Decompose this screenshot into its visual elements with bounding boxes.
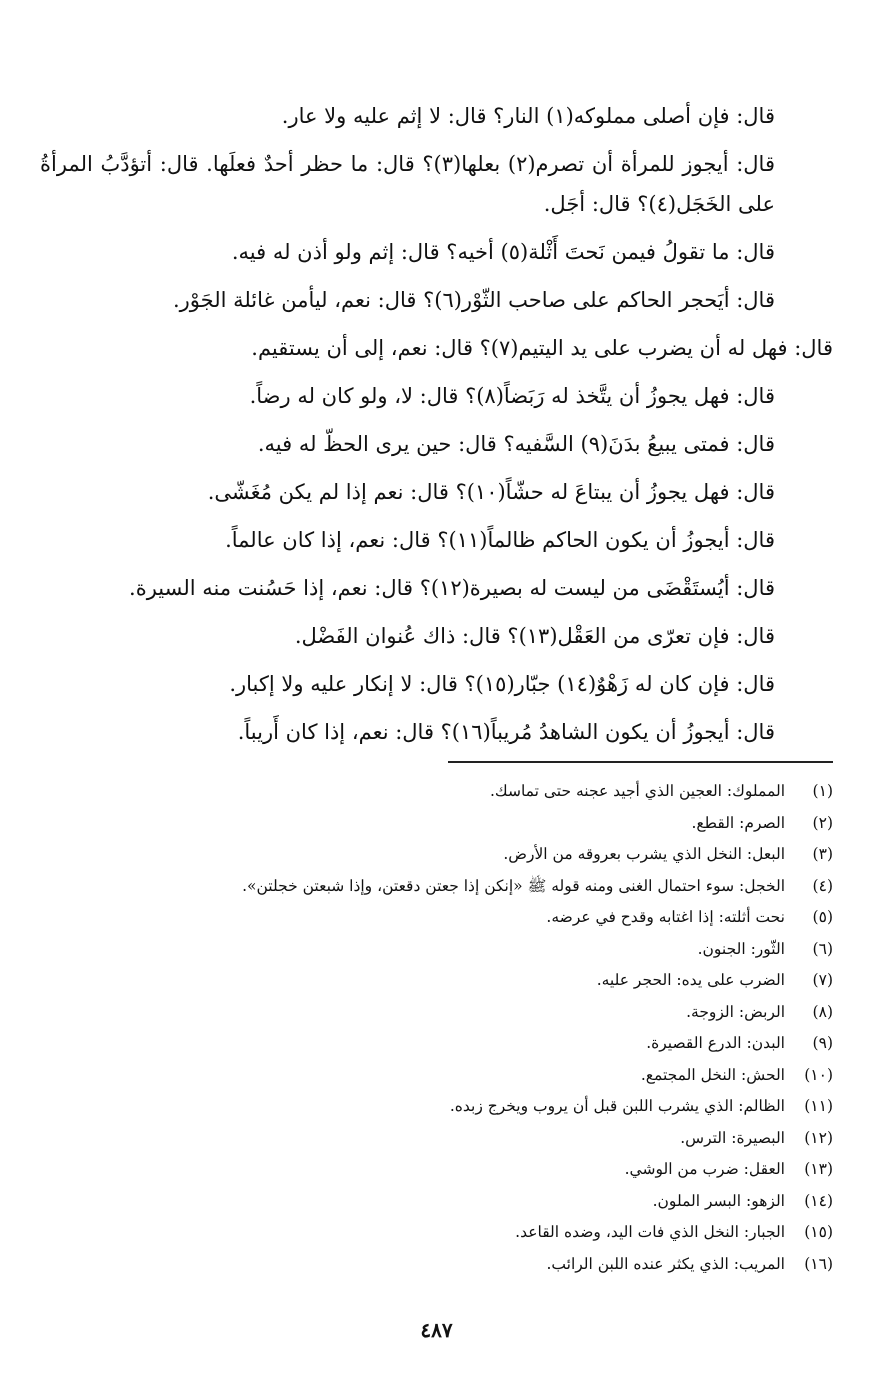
footnote (40, 839, 833, 871)
footnote (40, 871, 833, 903)
footnote (40, 997, 833, 1029)
footnote-number: (١٥) (804, 1223, 833, 1241)
paragraph: قال: فهل يجوزُ أن يبتاعَ له حشّاً(١٠)؟ قال: نعم إذا لم يكن مُغَشّى. (207, 480, 775, 504)
footnote (40, 1060, 833, 1092)
paragraph: قال: فهل له أن يضرب على يد اليتيم(٧)؟ قال: نعم، إلى أن يستقيم. (251, 336, 833, 360)
footnote-text: المملوك: العجين الذي أجيد عجنه حتى تماسك. (489, 782, 785, 800)
paragraph: قال: فمتى يبيعُ بدَنَ(٩) السَّفيه؟ قال: حين يرى الحظّ له فيه. (257, 432, 775, 456)
paragraph: قال: أيجوز للمرأة أن تصرم(٢) بعلها(٣)؟ قال: ما حظر أحدٌ فعلَها. قال: أتؤدَّبُ المرأةُ على الخَجَل(٤)؟ قال: أجَل. (40, 152, 775, 216)
footnote-text: الثّور: الجنون. (697, 939, 785, 958)
paragraph: قال: أيَحجر الحاكم على صاحب الثّوْر(٦)؟ قال: نعم، ليأمن غائلة الجَوْر. (172, 288, 775, 312)
footnote-number: (١٣) (804, 1160, 833, 1178)
footnote-text: العقل: ضرب من الوشي. (624, 1160, 785, 1178)
paragraph: قال: فهل يجوزُ أن يتَّخذ له رَبَضاً(٨)؟ قال: لا، ولو كان له رضاً. (249, 384, 775, 408)
footnote-text: نحت أثلته: إذا اغتابه وقدح في عرضه. (546, 908, 785, 926)
footnote-number: (٢) (812, 813, 833, 832)
page-number: ٤٨٧ (420, 1318, 453, 1342)
footnote-text: الخجل: سوء احتمال الغنى ومنه قوله ﷺ «إنكن إذا جعتن دقعتن، وإذا شبعتن خجلتن». (242, 876, 785, 895)
footnote-text: الظالم: الذي يشرب اللبن قبل أن يروب ويخرج زبده. (449, 1097, 785, 1115)
paragraph: قال: أيجوزُ أن يكون الحاكم ظالماً(١١)؟ قال: نعم، إذا كان عالماً. (225, 528, 775, 552)
footnotes (40, 776, 833, 1280)
footnote (40, 1186, 833, 1218)
footnote-number: (١٢) (804, 1128, 833, 1147)
footnote-number: (٤) (812, 876, 833, 895)
footnote-divider (448, 761, 833, 763)
footnote-number: (٩) (812, 1034, 833, 1052)
footnote (40, 934, 833, 966)
footnote-text: البصيرة: الترس. (680, 1128, 785, 1147)
footnote-text: الحش: النخل المجتمع. (640, 1065, 785, 1084)
footnote-text: الضرب على يده: الحجر عليه. (596, 971, 785, 989)
footnote-number: (٧) (812, 971, 833, 989)
footnote (40, 808, 833, 840)
paragraph: قال: ما تقولُ فيمن نَحتَ أَثْلة(٥) أخيه؟ قال: إثم ولو أذن له فيه. (231, 240, 775, 264)
footnote-number: (٣) (812, 845, 833, 863)
footnote-text: الجبار: النخل الذي فات اليد، وضده القاعد. (515, 1223, 785, 1241)
footnote (40, 776, 833, 808)
footnote (40, 1123, 833, 1155)
footnote-text: الصرم: القطع. (691, 813, 785, 832)
footnote (40, 1249, 833, 1281)
footnote (40, 902, 833, 934)
footnote-number: (٥) (812, 908, 833, 926)
footnote-number: (١٠) (804, 1065, 833, 1084)
footnote-number: (١) (812, 782, 833, 800)
footnote-number: (٦) (812, 939, 833, 958)
paragraph: قال: فإن أصلى مملوكه(١) النار؟ قال: لا إثم عليه ولا عار. (281, 104, 775, 128)
footnote (40, 1091, 833, 1123)
footnote (40, 1028, 833, 1060)
footnote-text: الزهو: البسر الملون. (652, 1191, 785, 1210)
footnote-text: البعل: النخل الذي يشرب بعروقه من الأرض. (503, 845, 785, 863)
footnote-text: البدن: الدرع القصيرة. (646, 1034, 785, 1052)
footnote (40, 1217, 833, 1249)
footnote-text: الربض: الزوجة. (686, 1002, 785, 1021)
footnote (40, 1154, 833, 1186)
footnote-number: (١١) (804, 1097, 833, 1115)
paragraph: قال: فإن تعرّى من العَقْل(١٣)؟ قال: ذاك عُنوان الفَضْل. (294, 624, 775, 648)
footnote-text: المريب: الذي يكثر عنده اللبن الرائب. (546, 1254, 785, 1273)
paragraph: قال: أيجوزُ أن يكون الشاهدُ مُريباً(١٦)؟ قال: نعم، إذا كان أَريباً. (237, 720, 775, 744)
main-text (40, 92, 833, 756)
footnote-number: (١٦) (804, 1254, 833, 1273)
paragraph: قال: أيُستَقْضَى من ليست له بصيرة(١٢)؟ قال: نعم، إذا حَسُنت منه السيرة. (129, 576, 775, 600)
paragraph: قال: فإن كان له زَهْوٌ(١٤) جبّار(١٥)؟ قال: لا إنكار عليه ولا إكبار. (229, 672, 775, 696)
footnote-number: (١٤) (804, 1191, 833, 1210)
footnote-number: (٨) (812, 1002, 833, 1021)
footnote (40, 965, 833, 997)
